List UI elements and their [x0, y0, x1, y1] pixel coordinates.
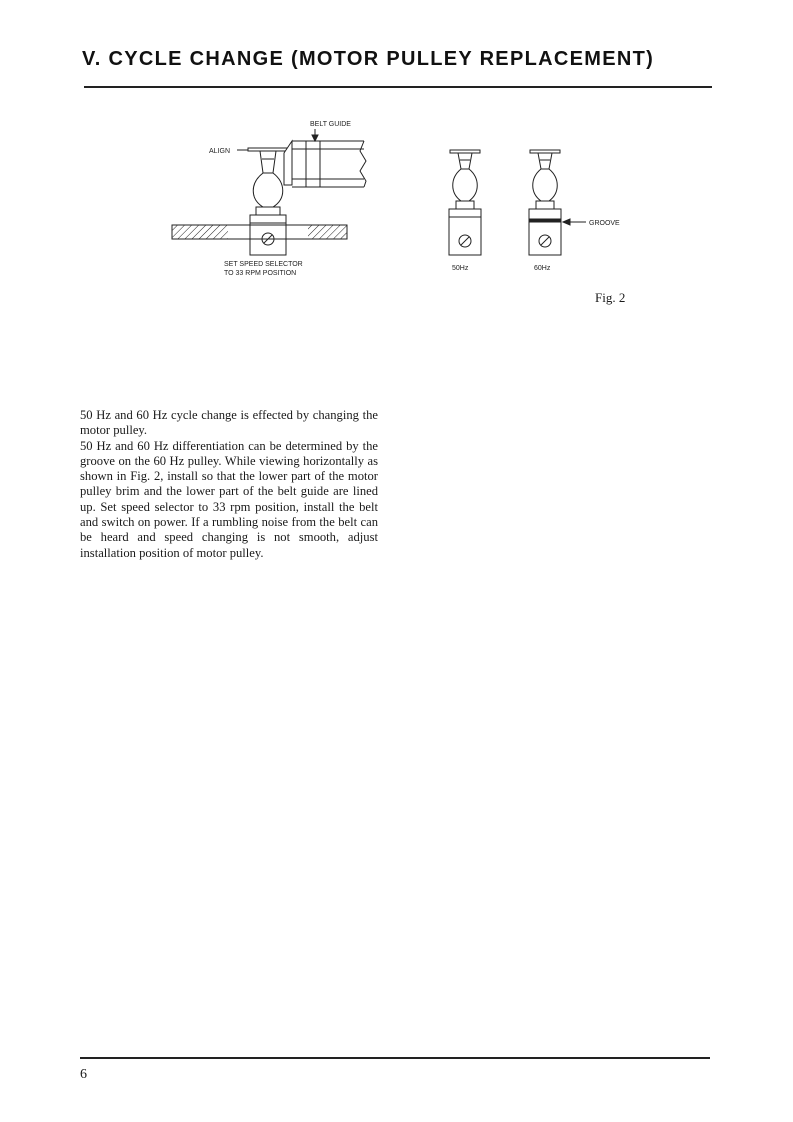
header-rule	[84, 86, 712, 88]
pulley-50hz-drawing	[449, 150, 481, 255]
side-view-drawing	[172, 129, 366, 255]
body-paragraph-2: 50 Hz and 60 Hz differentiation can be determined by the groove on the 60 Hz pulley. While viewing horizontally as shown in Fig. 2, install so that the lower part of the motor pulley brim and the lower part of the belt guide are lined up. Set speed selector to 33 rpm position, install the belt and switch on power. If a rumbling noise from the belt can be heard and speed changing is not smooth, adjust installation position of motor pulley.	[80, 438, 378, 560]
footer-rule	[80, 1057, 710, 1059]
pulley-60hz-drawing	[529, 150, 586, 255]
motor-pulley-figure	[160, 115, 640, 290]
set-speed-caption-2: TO 33 RPM POSITION	[224, 270, 297, 277]
pulley-50hz-label: 50Hz	[452, 265, 469, 272]
align-label: ALIGN	[209, 148, 231, 155]
pulley-60hz-label: 60Hz	[534, 265, 551, 272]
belt-guide-label: BELT GUIDE	[310, 121, 351, 128]
body-paragraph-1: 50 Hz and 60 Hz cycle change is effected by changing the motor pulley.	[80, 408, 378, 438]
page-title: V. CYCLE CHANGE (MOTOR PULLEY REPLACEMENT)	[82, 48, 655, 70]
figure-caption: Fig. 2	[595, 290, 626, 305]
body-text	[80, 408, 378, 561]
set-speed-caption-1: SET SPEED SELECTOR	[224, 261, 303, 268]
page-number: 6	[80, 1067, 87, 1082]
groove-label: GROOVE	[589, 220, 620, 227]
